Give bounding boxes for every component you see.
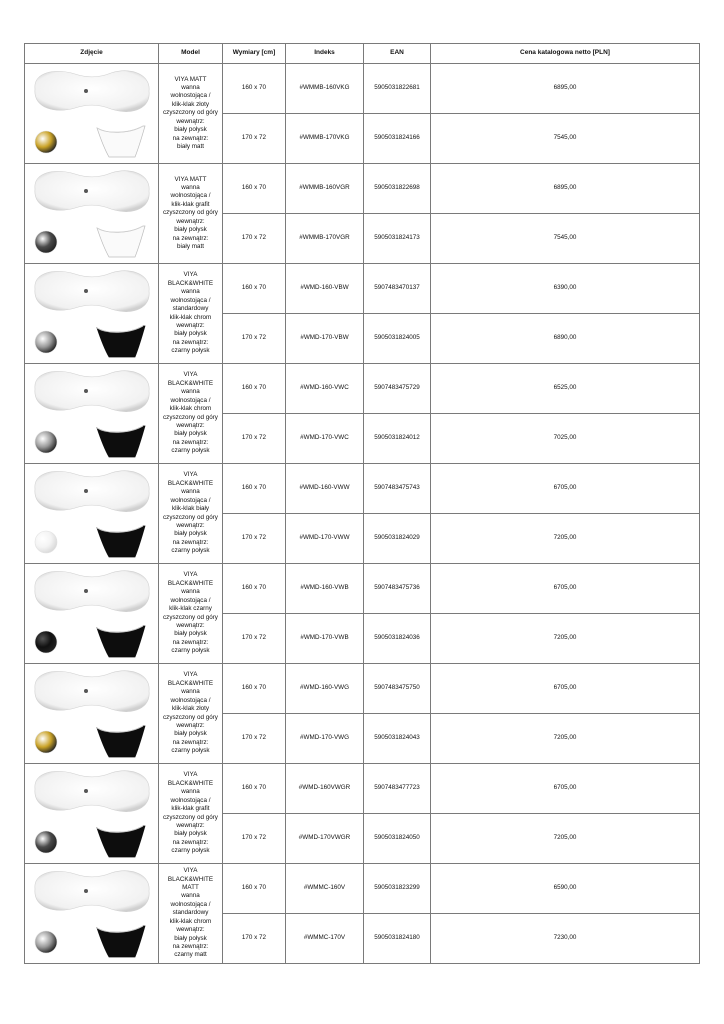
dims-cell: 170 x 72: [223, 314, 286, 364]
drain-icon: [84, 289, 88, 293]
model-line: BLACK&WHITE: [167, 579, 214, 587]
model-cell: [159, 264, 223, 364]
drain-icon: [84, 189, 88, 193]
model-line: wewnątrz:: [176, 217, 205, 225]
model-line: wewnątrz:: [176, 521, 205, 529]
model-line: VIYA: [183, 271, 198, 279]
drain-icon: [84, 789, 88, 793]
ean-cell: 5905031824029: [364, 514, 431, 564]
model-line: czyszczony od góry: [163, 613, 218, 621]
model-line: BLACK&WHITE: [167, 479, 214, 487]
model-line: VIYA: [183, 471, 198, 479]
model-line: klik-klak chrom: [169, 917, 212, 925]
table-row: [25, 864, 700, 914]
model-line: czarny połysk: [171, 747, 210, 755]
model-line: BLACK&WHITE: [167, 279, 214, 287]
photo-cell: [25, 364, 159, 464]
model-line: standardowy: [172, 305, 209, 313]
header-model: Model: [159, 44, 223, 64]
finish-swatch: [35, 431, 57, 453]
index-cell: #WMD-160VWGR: [286, 764, 364, 814]
ean-cell: 5905031823299: [364, 864, 431, 914]
finish-swatch: [35, 931, 57, 953]
model-line: VIYA: [183, 771, 198, 779]
model-line: na zewnątrz:: [172, 738, 209, 746]
index-cell: #WMD-160-VWG: [286, 664, 364, 714]
model-line: BLACK&WHITE: [167, 779, 214, 787]
header-photo: Zdjęcie: [25, 44, 159, 64]
model-line: klik-klak chrom: [169, 313, 212, 321]
finish-swatch: [35, 731, 57, 753]
model-line: na zewnątrz:: [172, 538, 209, 546]
index-cell: #WMMB-170VGR: [286, 214, 364, 264]
model-line: czarny połysk: [171, 347, 210, 355]
price-cell: 6705,00: [431, 464, 700, 514]
index-cell: #WMD-170-VWC: [286, 414, 364, 464]
drain-icon: [84, 889, 88, 893]
model-line: klik-klak złoty: [171, 705, 210, 713]
index-cell: #WMD-160-VWC: [286, 364, 364, 414]
model-line: czarny połysk: [171, 547, 210, 555]
tub-top-view: [35, 571, 149, 612]
header-dims: Wymiary [cm]: [223, 44, 286, 64]
model-line: czarny matt: [174, 951, 207, 959]
model-line: wolnostojąca /: [170, 900, 211, 908]
table-row: [25, 264, 700, 314]
tub-top-view: [35, 671, 149, 712]
photo-cell: [25, 164, 159, 264]
index-cell: #WMD-160-VBW: [286, 264, 364, 314]
index-cell: #WMD-170-VBW: [286, 314, 364, 364]
drain-icon: [84, 689, 88, 693]
ean-cell: 5907483477723: [364, 764, 431, 814]
model-line: wanna: [181, 488, 200, 496]
model-line: VIYA MATT: [174, 175, 207, 183]
dims-cell: 170 x 72: [223, 714, 286, 764]
finish-swatch: [35, 531, 57, 553]
ean-cell: 5905031822698: [364, 164, 431, 214]
model-line: wewnątrz:: [176, 421, 205, 429]
table-row: [25, 164, 700, 214]
dims-cell: 160 x 70: [223, 264, 286, 314]
table-row: [25, 764, 700, 814]
ean-cell: 5907483475743: [364, 464, 431, 514]
dims-cell: 170 x 72: [223, 214, 286, 264]
model-line: wewnątrz:: [176, 926, 205, 934]
product-photo: [25, 564, 158, 663]
index-cell: #WMMC-170V: [286, 914, 364, 964]
model-line: BLACK&WHITE: [167, 379, 214, 387]
price-cell: 6705,00: [431, 764, 700, 814]
ean-cell: 5907483475736: [364, 564, 431, 614]
model-line: klik-klak złoty: [171, 100, 210, 108]
price-cell: 7205,00: [431, 714, 700, 764]
model-line: czarny połysk: [171, 847, 210, 855]
model-line: biały matt: [177, 142, 204, 150]
model-line: wanna: [181, 688, 200, 696]
photo-cell: [25, 764, 159, 864]
price-cell: 7545,00: [431, 214, 700, 264]
dims-cell: 160 x 70: [223, 664, 286, 714]
model-line: wewnątrz:: [176, 721, 205, 729]
product-photo: [25, 864, 158, 963]
tub-top-view: [35, 471, 149, 512]
ean-cell: 5905031824173: [364, 214, 431, 264]
model-line: wolnostojąca /: [170, 796, 211, 804]
model-line: MATT: [182, 884, 199, 892]
model-line: VIYA: [183, 671, 198, 679]
table-row: [25, 364, 700, 414]
price-cell: 6895,00: [431, 64, 700, 114]
index-cell: #WMD-170VWGR: [286, 814, 364, 864]
model-line: wewnątrz:: [176, 321, 205, 329]
model-line: wolnostojąca /: [170, 496, 211, 504]
model-line: klik-klak grafit: [171, 200, 210, 208]
tub-top-view: [35, 171, 149, 212]
model-line: biały połysk: [174, 530, 207, 538]
ean-cell: 5905031824005: [364, 314, 431, 364]
price-cell: 6525,00: [431, 364, 700, 414]
model-line: czyszczony od góry: [163, 413, 218, 421]
model-line: biały połysk: [174, 226, 207, 234]
drain-icon: [84, 89, 88, 93]
ean-cell: 5907483470137: [364, 264, 431, 314]
model-line: czyszczony od góry: [163, 209, 218, 217]
product-photo-svg: [25, 264, 158, 363]
product-photo-svg: [25, 864, 158, 963]
product-photo-svg: [25, 764, 158, 863]
index-cell: #WMD-170-VWW: [286, 514, 364, 564]
model-line: na zewnątrz:: [172, 438, 209, 446]
photo-cell: [25, 664, 159, 764]
model-line: na zewnątrz:: [172, 638, 209, 646]
index-cell: #WMMB-160VGR: [286, 164, 364, 214]
model-line: klik-klak czarny: [169, 605, 212, 613]
model-line: czarny połysk: [171, 447, 210, 455]
model-line: wanna: [181, 84, 200, 92]
header-ean: EAN: [364, 44, 431, 64]
tub-top-view: [35, 71, 149, 112]
drain-icon: [84, 389, 88, 393]
product-photo: [25, 664, 158, 763]
price-cell: 7205,00: [431, 514, 700, 564]
model-line: biały połysk: [174, 730, 207, 738]
model-line: na zewnątrz:: [172, 234, 209, 242]
finish-swatch: [35, 831, 57, 853]
product-photo-svg: [25, 364, 158, 463]
model-line: biały połysk: [174, 830, 207, 838]
model-line: wanna: [181, 788, 200, 796]
ean-cell: 5905031824180: [364, 914, 431, 964]
model-line: BLACK&WHITE: [167, 875, 214, 883]
ean-cell: 5905031822681: [364, 64, 431, 114]
header-row: [25, 44, 700, 64]
model-line: wewnątrz:: [176, 821, 205, 829]
model-line: biały połysk: [174, 934, 207, 942]
finish-swatch: [35, 231, 57, 253]
model-line: BLACK&WHITE: [167, 679, 214, 687]
price-cell: 6705,00: [431, 664, 700, 714]
price-cell: 7205,00: [431, 614, 700, 664]
dims-cell: 160 x 70: [223, 764, 286, 814]
dims-cell: 160 x 70: [223, 364, 286, 414]
model-cell: [159, 864, 223, 964]
dims-cell: 160 x 70: [223, 464, 286, 514]
model-cell: [159, 564, 223, 664]
photo-cell: [25, 464, 159, 564]
header-index: Indeks: [286, 44, 364, 64]
model-line: klik-klak grafit: [171, 805, 210, 813]
model-line: wanna: [181, 588, 200, 596]
model-line: czyszczony od góry: [163, 513, 218, 521]
index-cell: #WMMC-160V: [286, 864, 364, 914]
product-photo: [25, 464, 158, 563]
price-cell: 6890,00: [431, 314, 700, 364]
model-cell: [159, 364, 223, 464]
model-line: wewnątrz:: [176, 117, 205, 125]
model-line: VIYA: [183, 571, 198, 579]
price-cell: 6895,00: [431, 164, 700, 214]
product-photo: [25, 264, 158, 363]
table-row: [25, 664, 700, 714]
price-cell: 7205,00: [431, 814, 700, 864]
model-line: wanna: [181, 288, 200, 296]
price-cell: 7230,00: [431, 914, 700, 964]
photo-cell: [25, 64, 159, 164]
model-line: VIYA: [183, 867, 198, 875]
dims-cell: 160 x 70: [223, 164, 286, 214]
price-cell: 6390,00: [431, 264, 700, 314]
model-cell: [159, 464, 223, 564]
dims-cell: 170 x 72: [223, 914, 286, 964]
table-row: [25, 464, 700, 514]
model-line: wolnostojąca /: [170, 396, 211, 404]
dims-cell: 170 x 72: [223, 514, 286, 564]
price-cell: 7025,00: [431, 414, 700, 464]
index-cell: #WMMB-160VKG: [286, 64, 364, 114]
product-photo: [25, 764, 158, 863]
model-cell: [159, 764, 223, 864]
ean-cell: 5905031824036: [364, 614, 431, 664]
model-cell: [159, 64, 223, 164]
index-cell: #WMD-160-VWB: [286, 564, 364, 614]
dims-cell: 160 x 70: [223, 564, 286, 614]
model-line: czyszczony od góry: [163, 713, 218, 721]
index-cell: #WMD-170-VWG: [286, 714, 364, 764]
model-line: wanna: [181, 892, 200, 900]
ean-cell: 5907483475750: [364, 664, 431, 714]
product-photo-svg: [25, 464, 158, 563]
ean-cell: 5907483475729: [364, 364, 431, 414]
model-line: biały matt: [177, 242, 204, 250]
model-line: klik-klak biały: [171, 505, 210, 513]
model-line: czyszczony od góry: [163, 109, 218, 117]
model-line: na zewnątrz:: [172, 134, 209, 142]
dims-cell: 170 x 72: [223, 814, 286, 864]
model-line: czarny połysk: [171, 647, 210, 655]
model-line: wolnostojąca /: [170, 192, 211, 200]
header-price: Cena katalogowa netto [PLN]: [431, 44, 700, 64]
tub-top-view: [35, 771, 149, 812]
model-line: na zewnątrz:: [172, 942, 209, 950]
photo-cell: [25, 264, 159, 364]
model-line: biały połysk: [174, 430, 207, 438]
ean-cell: 5905031824012: [364, 414, 431, 464]
ean-cell: 5905031824166: [364, 114, 431, 164]
model-line: wolnostojąca /: [170, 596, 211, 604]
price-table: [24, 43, 700, 964]
index-cell: #WMD-170-VWB: [286, 614, 364, 664]
model-cell: [159, 164, 223, 264]
table-row: [25, 564, 700, 614]
model-line: standardowy: [172, 909, 209, 917]
model-line: na zewnątrz:: [172, 338, 209, 346]
model-line: biały połysk: [174, 330, 207, 338]
dims-cell: 160 x 70: [223, 64, 286, 114]
product-photo-svg: [25, 164, 158, 263]
product-photo-svg: [25, 564, 158, 663]
model-line: VIYA: [183, 371, 198, 379]
model-line: wanna: [181, 388, 200, 396]
photo-cell: [25, 864, 159, 964]
table-row: [25, 64, 700, 114]
ean-cell: 5905031824050: [364, 814, 431, 864]
model-line: klik-klak chrom: [169, 405, 212, 413]
model-line: wolnostojąca /: [170, 296, 211, 304]
tub-top-view: [35, 271, 149, 312]
dims-cell: 160 x 70: [223, 864, 286, 914]
dims-cell: 170 x 72: [223, 114, 286, 164]
drain-icon: [84, 589, 88, 593]
model-line: biały połysk: [174, 126, 207, 134]
model-line: na zewnątrz:: [172, 838, 209, 846]
tub-top-view: [35, 871, 149, 912]
dims-cell: 170 x 72: [223, 414, 286, 464]
ean-cell: 5905031824043: [364, 714, 431, 764]
dims-cell: 170 x 72: [223, 614, 286, 664]
table-body: [25, 64, 700, 964]
product-photo-svg: [25, 64, 158, 163]
finish-swatch: [35, 631, 57, 653]
model-line: wanna: [181, 184, 200, 192]
photo-cell: [25, 564, 159, 664]
finish-swatch: [35, 331, 57, 353]
model-line: czyszczony od góry: [163, 813, 218, 821]
model-line: wewnątrz:: [176, 621, 205, 629]
price-cell: 6590,00: [431, 864, 700, 914]
model-line: wolnostojąca /: [170, 92, 211, 100]
price-cell: 6705,00: [431, 564, 700, 614]
product-photo: [25, 364, 158, 463]
drain-icon: [84, 489, 88, 493]
model-line: VIYA MATT: [174, 75, 207, 83]
product-photo: [25, 164, 158, 263]
index-cell: #WMMB-170VKG: [286, 114, 364, 164]
model-line: wolnostojąca /: [170, 696, 211, 704]
index-cell: #WMD-160-VWW: [286, 464, 364, 514]
finish-swatch: [35, 131, 57, 153]
model-line: biały połysk: [174, 630, 207, 638]
model-cell: [159, 664, 223, 764]
price-cell: 7545,00: [431, 114, 700, 164]
product-photo-svg: [25, 664, 158, 763]
tub-top-view: [35, 371, 149, 412]
product-photo: [25, 64, 158, 163]
